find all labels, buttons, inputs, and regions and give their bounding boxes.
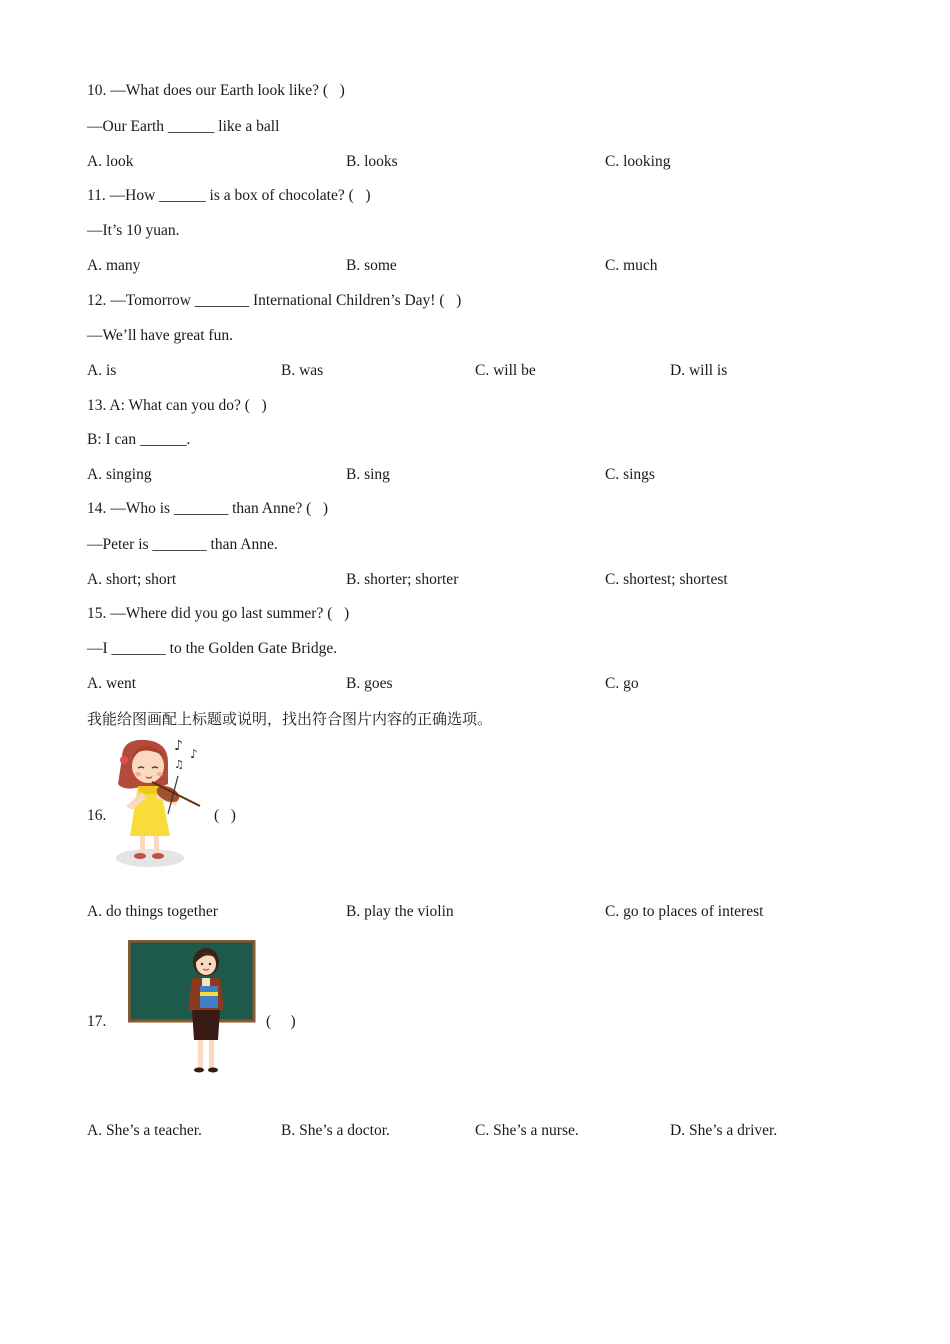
q16-option-b[interactable]: B. play the violin — [346, 903, 454, 920]
svg-text:♪: ♪ — [190, 747, 198, 761]
q17-option-c[interactable]: C. She’s a nurse. — [475, 1122, 579, 1139]
q14-option-a[interactable]: A. short; short — [87, 571, 177, 588]
q17-answer-blank[interactable]: ( ) — [266, 1013, 296, 1030]
q11-stem: 11. —How ______ is a box of chocolate? ( ) — [87, 187, 371, 204]
q13-reply: B: I can ______. — [87, 431, 191, 448]
q14-reply: —Peter is _______ than Anne. — [87, 536, 278, 553]
q13-stem: 13. A: What can you do? ( ) — [87, 397, 267, 414]
q17-option-d[interactable]: D. She’s a driver. — [670, 1122, 778, 1139]
q10-reply: —Our Earth ______ like a ball — [87, 118, 280, 135]
q15-option-b[interactable]: B. goes — [346, 675, 393, 692]
q14-stem: 14. —Who is _______ than Anne? ( ) — [87, 500, 329, 517]
q17-number: 17. — [87, 1013, 107, 1030]
q16-answer-blank[interactable]: ( ) — [214, 807, 236, 824]
q12-option-d[interactable]: D. will is — [670, 362, 728, 379]
q12-reply: —We’ll have great fun. — [87, 327, 233, 344]
section-heading: 我能给图画配上标题或说明，找出符合图片内容的正确选项。 — [87, 710, 493, 728]
q10-option-a[interactable]: A. look — [87, 153, 134, 170]
q11-reply: —It’s 10 yuan. — [87, 222, 180, 239]
q14-option-c[interactable]: C. shortest; shortest — [605, 571, 728, 588]
q13-option-b[interactable]: B. sing — [346, 466, 390, 483]
q16-option-c[interactable]: C. go to places of interest — [605, 903, 764, 920]
svg-text:♪: ♪ — [174, 738, 183, 754]
q12-option-b[interactable]: B. was — [281, 362, 324, 379]
q15-option-a[interactable]: A. went — [87, 675, 137, 692]
q13-option-c[interactable]: C. sings — [605, 466, 655, 483]
q12-option-c[interactable]: C. will be — [475, 362, 536, 379]
girl-playing-violin-icon — [108, 736, 208, 870]
q15-reply: —I _______ to the Golden Gate Bridge. — [87, 640, 338, 657]
q12-stem: 12. —Tomorrow _______ International Children’s Day! ( ) — [87, 292, 462, 309]
q15-stem: 15. —Where did you go last summer? ( ) — [87, 605, 350, 622]
q11-option-b[interactable]: B. some — [346, 257, 397, 274]
q11-option-a[interactable]: A. many — [87, 257, 141, 274]
q12-option-a[interactable]: A. is — [87, 362, 117, 379]
q16-number: 16. — [87, 807, 107, 824]
q15-option-c[interactable]: C. go — [605, 675, 639, 692]
q10-stem: 10. —What does our Earth look like? ( ) — [87, 82, 345, 99]
q11-option-c[interactable]: C. much — [605, 257, 658, 274]
q10-option-c[interactable]: C. looking — [605, 153, 671, 170]
q16-option-a[interactable]: A. do things together — [87, 903, 218, 920]
q13-option-a[interactable]: A. singing — [87, 466, 152, 483]
q17-option-b[interactable]: B. She’s a doctor. — [281, 1122, 390, 1139]
q10-option-b[interactable]: B. looks — [346, 153, 398, 170]
svg-text:♫: ♫ — [174, 758, 184, 771]
q14-option-b[interactable]: B. shorter; shorter — [346, 571, 459, 588]
teacher-at-blackboard-icon — [128, 940, 256, 1080]
q17-option-a[interactable]: A. She’s a teacher. — [87, 1122, 202, 1139]
